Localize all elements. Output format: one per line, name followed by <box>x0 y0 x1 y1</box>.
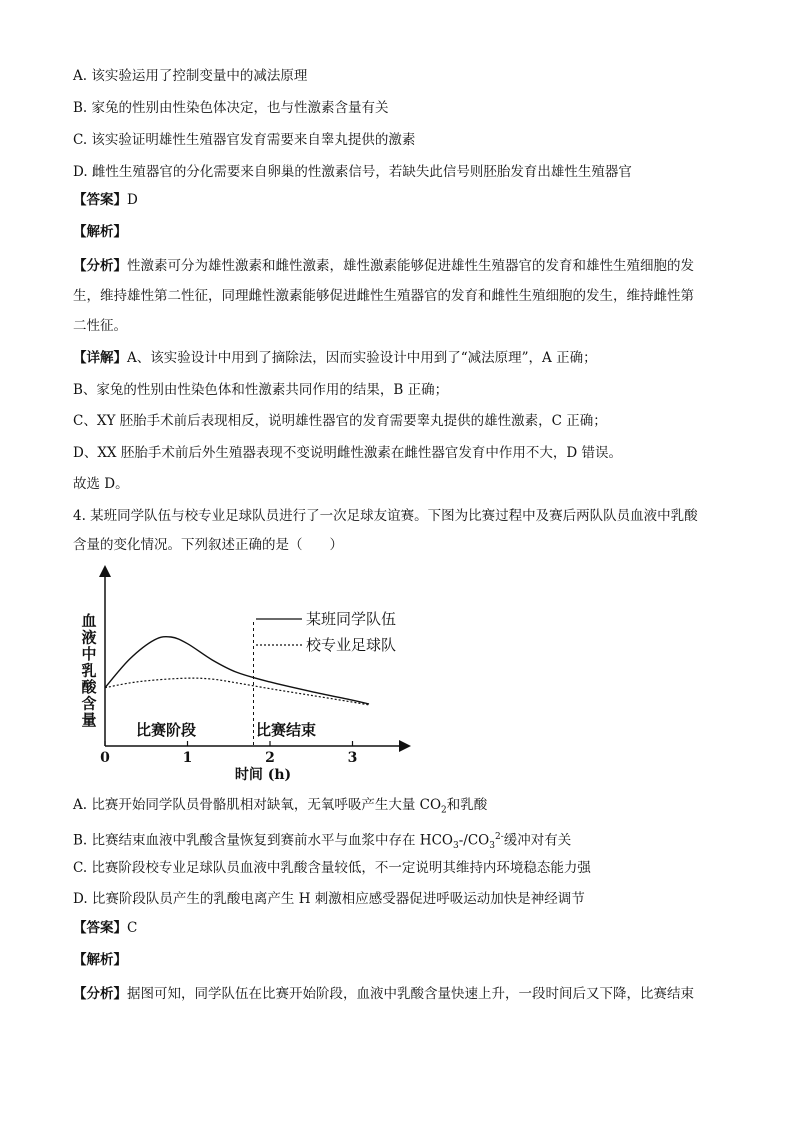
option-a-prev: A. 该实验运用了控制变量中的减法原理 <box>73 68 308 84</box>
y-axis-label <box>81 612 97 729</box>
option-a-q4: A. 比赛开始同学队员骨骼肌相对缺氧，无氧呼吸产生大量 $CO_2$和乳酸 <box>73 797 488 816</box>
legend-series-0: 某班同学队伍 <box>306 610 397 628</box>
phase-label-after: 比赛结束 <box>256 721 317 739</box>
option-b-q4: B. 比赛结束血液中乳酸含量恢复到赛前水平与血浆中存在 $HCO_3-/CO_3^{2-}$缓冲对有关 <box>73 832 572 852</box>
question4-line1: 4. 某班同学队伍与校专业足球队员进行了一次足球友谊赛。下图为比赛过程中及赛后两队队员血液中乳酸 <box>73 508 698 524</box>
answer-value: C <box>127 920 138 936</box>
phase-label-match: 比赛阶段 <box>136 721 197 739</box>
x-tick-label: 2 <box>265 750 275 766</box>
answer-value: D <box>127 192 138 208</box>
option-c-q4: C. 比赛阶段校专业足球队员血液中乳酸含量较低，不一定说明其维持内环境稳态能力强 <box>73 860 591 876</box>
option-d-prev: D. 雌性生殖器官的分化需要来自卵巢的性激素信号，若缺失此信号则胚胎发育出雄性生殖器官 <box>73 164 632 180</box>
y-axis-label-char: 含 <box>81 694 97 713</box>
x-tick-label: 0 <box>100 750 110 766</box>
fenxi-prev-line2: 生，维持雄性第二性征，同理雌性激素能够促进雌性生殖器官的发育和雌性生殖细胞的发生，维持雌性第 <box>73 288 694 304</box>
fenxi-q4-line1 <box>73 984 694 1004</box>
answer-q4 <box>73 918 137 938</box>
fenxi-q4-text: 据图可知，同学队伍在比赛开始阶段，血液中乳酸含量快速上升，一段时间后又下降，比赛结束 <box>127 986 694 1002</box>
detail-prev-c: C、XY 胚胎手术前后表现相反，说明雄性器官的发育需要睾丸提供的雄性激素，C 正确； <box>73 413 607 429</box>
y-axis-label-char: 酸 <box>81 678 97 696</box>
answer-label: 【答案】 <box>73 192 127 208</box>
detail-prev-d: D、XX 胚胎手术前后外生殖器表现不变说明雌性激素在雌性器官发育中作用不大，D 错误。 <box>73 445 622 461</box>
fenxi-prev-line1 <box>73 256 694 276</box>
x-tick-label: 3 <box>347 750 358 766</box>
y-axis-label-char: 量 <box>81 711 97 729</box>
legend-series-1: 校专业足球队 <box>306 636 397 654</box>
fenxi-label: 【分析】 <box>73 258 127 274</box>
option-c-prev: C. 该实验证明雄性生殖器官发育需要来自睾丸提供的激素 <box>73 132 416 148</box>
detail-prev-a <box>73 348 597 368</box>
fenxi-text1: 性激素可分为雄性激素和雌性激素，雄性激素能够促进雄性生殖器官的发育和雄性生殖细胞的发 <box>127 258 694 274</box>
detail-prev-b: B、家兔的性别由性染色体和性激素共同作用的结果，B 正确； <box>73 382 449 398</box>
y-axis-label-char: 乳 <box>81 661 97 680</box>
y-axis-label-char: 中 <box>81 645 97 663</box>
y-axis-label-char: 血 <box>81 612 97 630</box>
answer-prev <box>73 190 138 210</box>
series-line-1 <box>105 678 369 705</box>
analysis-label: 【解析】 <box>73 952 127 968</box>
fenxi-label: 【分析】 <box>73 986 127 1002</box>
y-axis-label-char: 液 <box>81 628 97 647</box>
lactate-chart <box>70 560 430 790</box>
detail-a-text: A、该实验设计中用到了摘除法，因而实验设计中用到了“减法原理”，A 正确； <box>127 350 597 366</box>
question4-line2: 含量的变化情况。下列叙述正确的是（ ） <box>73 537 343 553</box>
x-tick-label: 1 <box>182 750 193 766</box>
option-b-prev: B. 家兔的性别由性染色体决定，也与性激素含量有关 <box>73 100 389 116</box>
analysis-label: 【解析】 <box>73 224 127 240</box>
fenxi-prev-line3: 二性征。 <box>73 318 127 334</box>
detail-label: 【详解】 <box>73 350 127 366</box>
detail-prev-choose: 故选 D。 <box>73 476 129 492</box>
option-d-q4: D. 比赛阶段队员产生的乳酸电离产生 H 刺激相应感受器促进呼吸运动加快是神经调节 <box>73 891 585 907</box>
analysis-q4 <box>73 950 127 970</box>
analysis-prev <box>73 222 127 242</box>
x-axis-label: 时间 (h) <box>234 767 292 783</box>
answer-label: 【答案】 <box>73 920 127 936</box>
